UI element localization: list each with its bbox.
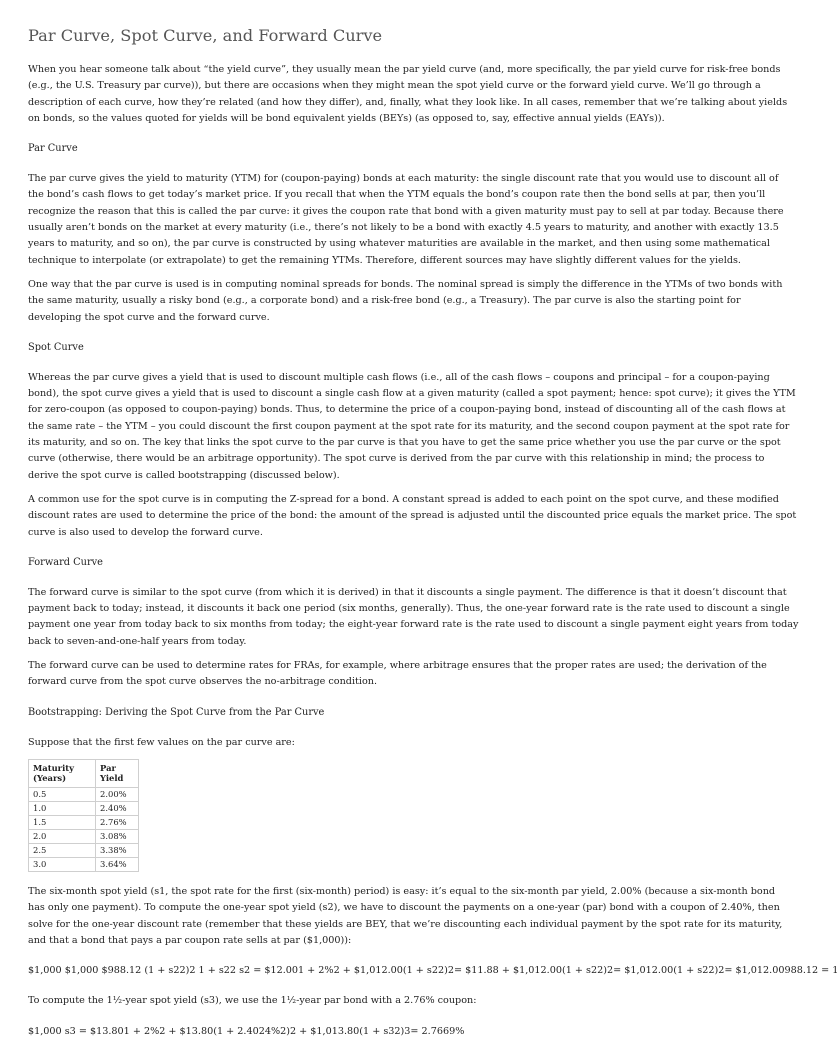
spot-curve-paragraph-2: [28, 492, 797, 541]
text-line: payment one year from today back to six months from today; the eight-year forward rate is the rate used to discount a single payment eight years from today: [28, 619, 799, 631]
equation-line: $1,000 $1,000 $988.12 (1 + s22)2 1 + s22 s2 = $12.001 + 2%2 + $1,012.00(1 + s22)2= $11.88 + $1,012.00(1 + s22)2= $1,012.00(1 + s22)2= $1,012.00988.12 = 1: [28, 965, 838, 977]
text-line: technique to interpolate (or extrapolate) to get the remaining YTMs. Therefore, different sources may have slightly different values for the yields.: [28, 254, 741, 266]
bootstrapping-paragraph-2: [28, 993, 764, 1009]
table-row: [29, 829, 139, 843]
par-curve-paragraph-2: [28, 277, 783, 326]
table-cell-par-yield: 2.00%: [96, 787, 139, 801]
text-line: for zero-coupon (as opposed to coupon-paying) bonds. Thus, to determine the price of a coupon-paying bond, instead of discounting all of the cash flows at: [28, 404, 786, 416]
text-line: has only one payment). To compute the one-year spot yield (s2), we have to discount the payments on a one-year (par) bond with a coupon of 2.40%, then: [28, 902, 780, 914]
table-row: [29, 787, 139, 801]
text-line: developing the spot curve and the forward curve.: [28, 311, 270, 323]
forward-curve-paragraph-1: [28, 585, 799, 650]
text-line: Whereas the par curve gives a yield that is used to discount multiple cash flows (i.e., all of the cash flows – coupons and principal – for a coupon-paying: [28, 371, 770, 383]
text-line: Suppose that the first few values on the par curve are:: [28, 736, 295, 748]
text-line: on bonds, so the values quoted for yields will be bond equivalent yields (BEYs) (as opposed to, say, effective annual yields (EAYs)).: [28, 112, 665, 124]
table-cell-maturity: 1.5: [29, 815, 96, 829]
text-line: A common use for the spot curve is in computing the Z-spread for a bond. A constant spread is added to each point on the spot curve, and these modified: [28, 493, 779, 505]
document-page: [28, 26, 838, 1037]
text-line: To compute the 1½-year spot yield (s3), we use the 1½-year par bond with a 2.76% coupon:: [28, 995, 477, 1007]
table-row: [29, 815, 139, 829]
table-cell-maturity: 2.0: [29, 829, 96, 843]
table-cell-maturity: 1.0: [29, 801, 96, 815]
text-line: The forward curve is similar to the spot curve (from which it is derived) in that it discounts a single payment. The difference is that it doesn’t discount that: [28, 586, 787, 598]
table-cell-maturity: 3.0: [29, 857, 96, 871]
table-row: [29, 801, 139, 815]
text-line: (e.g., the U.S. Treasury par curve)), but there are occasions when they might mean the spot yield curve or the forward yield curve. We’ll go through a: [28, 80, 761, 92]
text-line: derive the spot curve is called bootstrapping (discussed below).: [28, 469, 340, 481]
text-line: The six-month spot yield (s1, the spot rate for the first (six-month) period) is easy: it’s equal to the six-month par yield, 2.00% (because a six-month bond: [28, 885, 776, 897]
section-heading-bootstrapping: Bootstrapping: Deriving the Spot Curve from the Par Curve: [28, 706, 325, 718]
table-header-par-yield: Par Yield: [96, 759, 139, 787]
equation-one-and-half-year-spot: [28, 1024, 764, 1040]
text-line: the same maturity, usually a risky bond (e.g., a corporate bond) and a risk-free bond (e.g., a Treasury). The par curve is also the starting point for: [28, 295, 741, 307]
text-line: curve (otherwise, there would be an arbitrage opportunity). The spot curve is derived from the par curve with this relationship in mind; the process to: [28, 453, 765, 465]
intro-paragraph: [28, 62, 788, 127]
forward-curve-paragraph-2: [28, 658, 767, 691]
text-line: curve is also used to develop the forward curve.: [28, 526, 263, 538]
text-line: description of each curve, how they’re related (and how they differ), and, finally, what they look like. In all cases, remember that we’re talking about yields: [28, 96, 788, 108]
table-row: [29, 843, 139, 857]
table-row: [29, 857, 139, 871]
text-line: One way that the par curve is used is in computing nominal spreads for bonds. The nominal spread is simply the difference in the YTMs of two bonds with: [28, 278, 783, 290]
par-yield-table: [28, 759, 139, 872]
bootstrapping-intro: [28, 735, 764, 751]
section-heading-spot-curve: Spot Curve: [28, 341, 84, 353]
table-cell-par-yield: 3.38%: [96, 843, 139, 857]
table-header-maturity: Maturity (Years): [29, 759, 96, 787]
table-cell-par-yield: 2.76%: [96, 815, 139, 829]
text-line: discount rates are used to determine the price of the bond: the amount of the spread is adjusted until the discounted price equals the market price. The spot: [28, 510, 797, 522]
text-line: solve for the one-year discount rate (remember that these yields are BEY, that we’re discounting each individual payment by the spot rate for its maturity,: [28, 918, 783, 930]
section-heading-par-curve: Par Curve: [28, 143, 78, 155]
bootstrapping-paragraph-1: [28, 884, 783, 949]
par-yield-table-wrapper: [28, 759, 764, 872]
spot-curve-paragraph-1: [28, 370, 796, 484]
text-line: usually aren’t bonds on the market at every maturity (i.e., there’s not likely to be a bond with exactly 4.5 years to maturity, and another with exactly 13.5: [28, 222, 779, 234]
text-line: payment back to today; instead, it discounts it back one period (six months, generally). Thus, the one-year forward rate is the rate used to discount a single: [28, 603, 790, 615]
table-cell-maturity: 0.5: [29, 787, 96, 801]
equation-one-year-spot: [28, 963, 838, 979]
table-cell-par-yield: 3.64%: [96, 857, 139, 871]
text-line: the same rate – the YTM – you could discount the first coupon payment at the spot rate for its maturity, and the second coupon payment at the spot rate for: [28, 420, 790, 432]
text-line: recognize the reason that this is called the par curve: it gives the coupon rate that bond with a given maturity must pay to sell at par today. Because there: [28, 205, 784, 217]
text-line: forward curve from the spot curve observes the no-arbitrage condition.: [28, 676, 378, 688]
page-title: Par Curve, Spot Curve, and Forward Curve: [28, 26, 383, 45]
table-cell-par-yield: 2.40%: [96, 801, 139, 815]
par-curve-paragraph-1: [28, 171, 784, 269]
table-header-row: [29, 759, 139, 787]
text-line: bond), the spot curve gives a yield that is used to discount a single cash flow at a given maturity (called a spot payment; hence: spot curve); it gives the YTM: [28, 388, 796, 400]
table-cell-par-yield: 3.08%: [96, 829, 139, 843]
section-heading-forward-curve: Forward Curve: [28, 556, 103, 568]
text-line: years to maturity, and so on), the par curve is constructed by using whatever maturities are available in the market, and then using some mathematical: [28, 238, 770, 250]
text-line: its maturity, and so on. The key that links the spot curve to the par curve is that you have to get the same price whether you use the par curve or the spot: [28, 437, 781, 449]
text-line: When you hear someone talk about “the yield curve”, they usually mean the par yield curve (and, more specifically, the par yield curve for risk-free bonds: [28, 64, 781, 75]
text-line: The par curve gives the yield to maturity (YTM) for (coupon-paying) bonds at each maturity: the single discount rate that you would use to discount all of: [28, 173, 779, 185]
table-cell-maturity: 2.5: [29, 843, 96, 857]
text-line: The forward curve can be used to determine rates for FRAs, for example, where arbitrage ensures that the proper rates are used; the derivation of the: [28, 660, 767, 672]
text-line: the bond’s cash flows to get today’s market price. If you recall that when the YTM equals the bond’s coupon rate then the bond sells at par, then you’ll: [28, 189, 766, 201]
text-line: back to seven-and-one-half years from today.: [28, 635, 247, 647]
equation-line: $1,000 s3 = $13.801 + 2%2 + $13.80(1 + 2.4024%2)2 + $1,013.80(1 + s32)3= 2.7669%: [28, 1025, 465, 1037]
text-line: and that a bond that pays a par coupon rate sells at par ($1,000)):: [28, 934, 352, 946]
